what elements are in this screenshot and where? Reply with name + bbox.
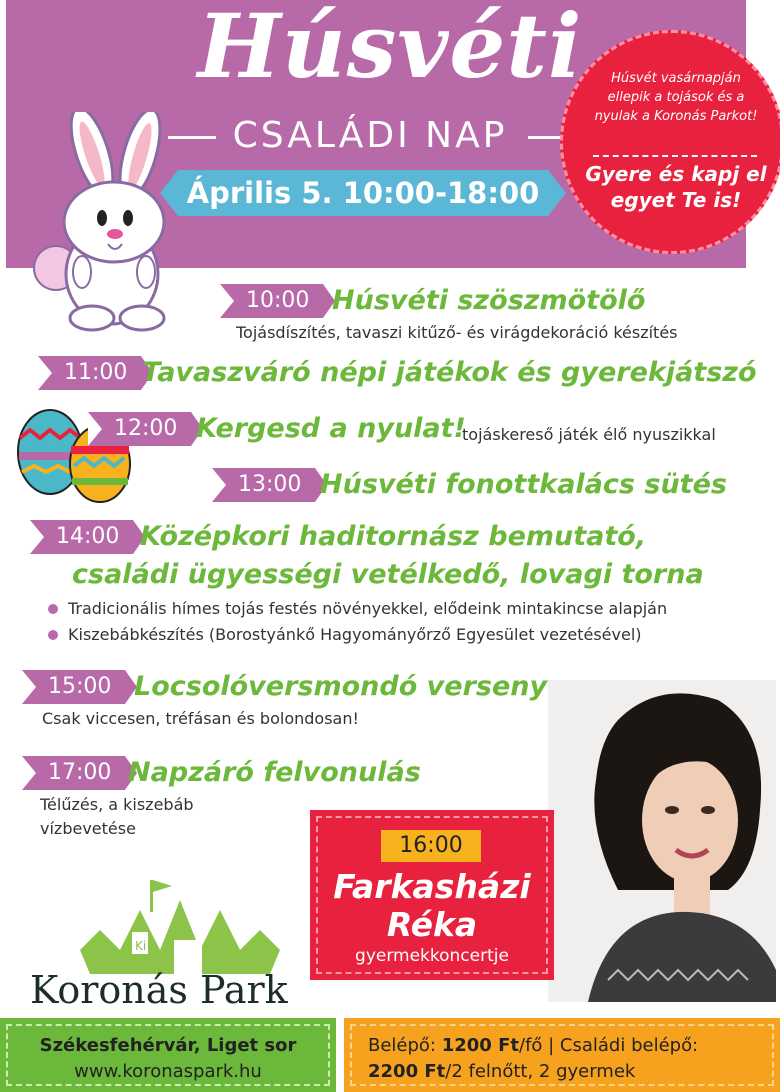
concert-performer-line1: Farkasházi bbox=[333, 867, 531, 906]
footer-price-line2 bbox=[368, 1061, 768, 1082]
event-title-1200: Kergesd a nyulat! bbox=[196, 413, 466, 444]
concert-time: 16:00 bbox=[381, 830, 481, 862]
event-desc-1000: Tojásdíszítés, tavaszi kitűző- és virágdekoráció készítés bbox=[236, 323, 678, 342]
event-title-1000: Húsvéti szöszmötölő bbox=[332, 285, 646, 316]
time-tag-1200: 12:00 bbox=[88, 412, 191, 446]
event-desc-1500: Csak viccesen, tréfásan és bolondosan! bbox=[42, 709, 359, 728]
price-family-desc: /2 felnőtt, 2 gyermek bbox=[445, 1061, 636, 1082]
logo-sign-text: Ki bbox=[135, 939, 147, 953]
bunny-illustration bbox=[22, 112, 192, 342]
date-ribbon: Április 5. 10:00-18:00 bbox=[178, 170, 548, 216]
concert-subtitle: gyermekkoncertje bbox=[355, 946, 509, 966]
price-label: Belépő: bbox=[368, 1035, 442, 1056]
badge-top-text: Húsvét vasárnapján ellepik a tojások és a nyulak a Koronás Parkot! bbox=[594, 71, 758, 124]
concert-performer-line2: Réka bbox=[386, 905, 478, 944]
footer-address: Székesfehérvár, Liget sor bbox=[39, 1035, 297, 1056]
event-desc-1200: tojáskereső játék élő nyuszikkal bbox=[462, 425, 716, 444]
time-tag-1300: 13:00 bbox=[212, 468, 315, 502]
price-family-label: /fő | Családi belépő: bbox=[519, 1035, 699, 1056]
time-tag-1700: 17:00 bbox=[22, 756, 125, 790]
time-tag-1400: 14:00 bbox=[30, 520, 133, 554]
page-title: Húsvéti bbox=[197, 0, 583, 98]
time-tag-1100: 11:00 bbox=[38, 356, 141, 390]
footer-website-link[interactable]: www.koronaspark.hu bbox=[74, 1061, 262, 1082]
price-single: 1200 Ft bbox=[441, 1035, 519, 1056]
event-desc-1700-line2: vízbevetése bbox=[40, 819, 136, 838]
page-subtitle: CSALÁDI NAP bbox=[232, 115, 508, 156]
event-title-1400-line1: Középkori haditornász bemutató, bbox=[140, 521, 647, 552]
badge-divider bbox=[593, 155, 757, 157]
performer-photo bbox=[548, 680, 776, 1002]
logo-text: Koronás Park bbox=[30, 968, 288, 1012]
event-title-1700: Napzáró felvonulás bbox=[128, 757, 421, 788]
footer-location bbox=[0, 1018, 336, 1092]
event-desc-1700-line1: Télűzés, a kiszebáb bbox=[40, 795, 194, 814]
event-title-1500: Locsolóversmondó verseny bbox=[134, 671, 548, 702]
bullet-item-1400-2: Kiszebábkészítés (Borostyánkő Hagyományőrző Egyesület vezetésével) bbox=[46, 624, 642, 646]
event-title-1100: Tavaszváró népi játékok és gyerekjátszó bbox=[142, 357, 757, 388]
footer-prices bbox=[344, 1018, 780, 1092]
concert-highlight bbox=[310, 810, 554, 980]
footer-price-line1 bbox=[368, 1035, 768, 1056]
time-tag-1000: 10:00 bbox=[220, 284, 323, 318]
event-title-1400-line2: családi ügyességi vetélkedő, lovagi torna bbox=[72, 559, 704, 590]
bullet-item-1400-1: Tradicionális hímes tojás festés növényekkel, elődeink mintakincse alapján bbox=[46, 598, 667, 620]
badge-bottom-text: Gyere és kapj el egyet Te is! bbox=[585, 162, 767, 212]
time-tag-1500: 15:00 bbox=[22, 670, 125, 704]
price-family: 2200 Ft bbox=[368, 1061, 446, 1082]
promo-badge bbox=[560, 30, 780, 254]
event-title-1300: Húsvéti fonottkalács sütés bbox=[320, 469, 727, 500]
